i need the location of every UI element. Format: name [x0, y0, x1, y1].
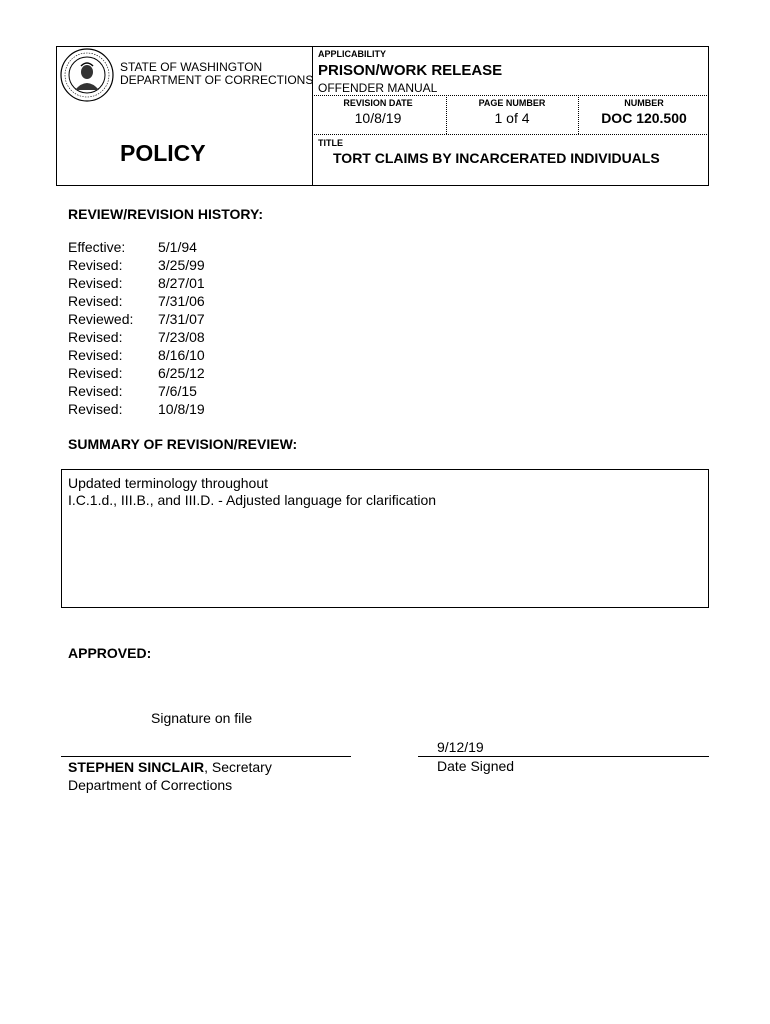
history-date: 7/6/15: [158, 383, 197, 399]
signer-department: Department of Corrections: [68, 777, 233, 793]
signature-line: [61, 756, 351, 757]
agency-name-line2: DEPARTMENT OF CORRECTIONS: [120, 73, 314, 87]
page-number-value: 1 of 4: [494, 110, 530, 126]
history-date: 7/31/07: [158, 311, 205, 327]
history-list: [68, 238, 205, 418]
summary-box: [61, 469, 709, 608]
history-heading: REVIEW/REVISION HISTORY:: [68, 206, 263, 222]
approved-heading: APPROVED:: [68, 645, 152, 661]
history-status: Revised:: [68, 293, 123, 309]
date-line: [418, 756, 709, 757]
history-status: Revised:: [68, 257, 123, 273]
signer-name: STEPHEN SINCLAIR: [68, 759, 205, 775]
history-date: 10/8/19: [158, 401, 205, 417]
history-status: Revised:: [68, 275, 123, 291]
summary-heading: SUMMARY OF REVISION/REVIEW:: [68, 436, 298, 452]
title-row-divider: [312, 134, 709, 135]
history-status: Revised:: [68, 365, 123, 381]
history-row: [68, 382, 205, 400]
history-date: 6/25/12: [158, 365, 205, 381]
history-row: [68, 292, 205, 310]
agency-name-line1: STATE OF WASHINGTON: [120, 60, 263, 74]
document-number-value: DOC 120.500: [601, 110, 687, 126]
history-row: [68, 328, 205, 346]
history-row: [68, 310, 205, 328]
number-label: NUMBER: [624, 98, 664, 108]
history-status: Effective:: [68, 239, 126, 255]
history-status: Revised:: [68, 347, 123, 363]
history-row: [68, 274, 205, 292]
summary-line: I.C.1.d., III.B., and III.D. - Adjusted language for clarification: [68, 492, 437, 508]
manual-name: OFFENDER MANUAL: [318, 81, 438, 95]
history-row: [68, 400, 205, 418]
summary-line: Updated terminology throughout: [68, 475, 269, 491]
history-date: 8/16/10: [158, 347, 205, 363]
date-signed-label: Date Signed: [437, 758, 515, 774]
history-status: Revised:: [68, 329, 123, 345]
signer-line: [68, 758, 272, 776]
policy-title: TORT CLAIMS BY INCARCERATED INDIVIDUALS: [333, 150, 660, 166]
history-row: [68, 238, 205, 256]
applicability-label: APPLICABILITY: [318, 49, 387, 59]
revision-date-value: 10/8/19: [354, 110, 402, 126]
history-date: 7/31/06: [158, 293, 205, 309]
history-row: [68, 346, 205, 364]
history-date: 7/23/08: [158, 329, 205, 345]
history-date: 8/27/01: [158, 275, 205, 291]
history-row: [68, 364, 205, 382]
history-date: 3/25/99: [158, 257, 205, 273]
signature-text: Signature on file: [151, 710, 253, 726]
signer-title: , Secretary: [204, 759, 272, 775]
history-status: Revised:: [68, 401, 123, 417]
applicability-value: PRISON/WORK RELEASE: [318, 62, 503, 79]
document-type: POLICY: [120, 140, 206, 166]
date-signed-value: 9/12/19: [437, 739, 484, 755]
revision-row-divider: [312, 95, 709, 96]
history-row: [68, 256, 205, 274]
state-seal-icon: [60, 48, 114, 102]
history-status: Reviewed:: [68, 311, 134, 327]
signer-block: [68, 758, 272, 794]
page-number-label: PAGE NUMBER: [478, 98, 546, 108]
title-label: TITLE: [318, 138, 343, 148]
history-status: Revised:: [68, 383, 123, 399]
history-date: 5/1/94: [158, 239, 197, 255]
revision-date-label: REVISION DATE: [343, 98, 413, 108]
